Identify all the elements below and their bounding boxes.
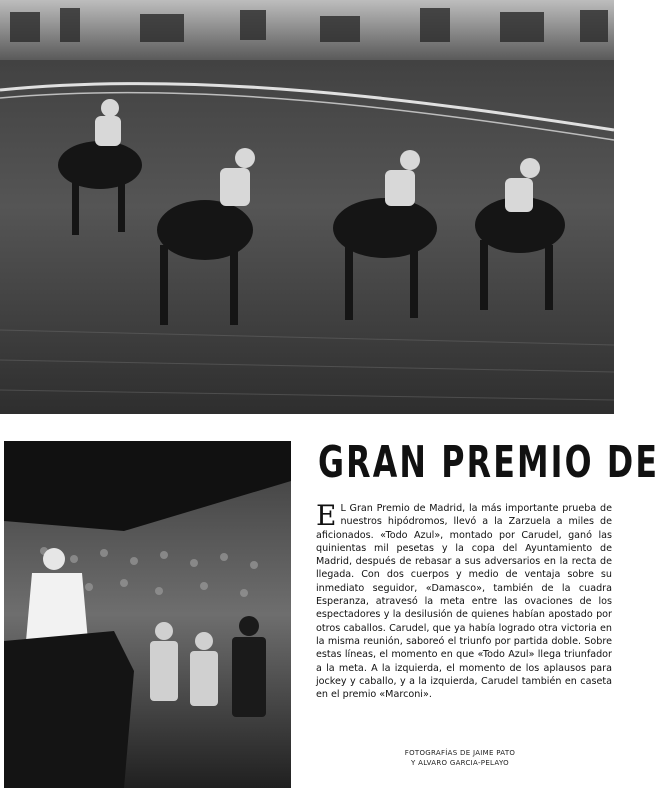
photo-credits [380, 748, 540, 768]
page-headline: GRAN PREMIO DE [318, 437, 659, 488]
winner-photo-drawing [4, 441, 291, 788]
article-body [316, 499, 612, 717]
winner-photo [4, 441, 291, 788]
article-dropcap: E [316, 499, 337, 532]
credits-line-2: Y ALVARO GARCIA-PELAYO [411, 759, 509, 767]
article-text: L Gran Premio de Madrid, la más importante prueba de nuestros hipódromos, llevó a la Zarzuela a miles de aficionados. «Todo Azul», montado por Carudel, ganó las quinientas mil pesetas y la copa del Ayuntamiento de Madrid, después de rebasar a sus adversarios en la recta de llegada. Con dos cuerpos y medio de ventaja sobre su inmediato seguidor, «Damasco», también de la cuadra Esperanza, atravesó la meta entre las ovaciones de los espectadores y la desilusión de quienes habían apostado por otros caballos. Carudel, que ya había logrado otra victoria en la misma reunión, saboreó el triunfo por partida doble. Sobre estas líneas, el momento en que «Todo Azul» llega triunfador a la meta. A la izquierda, el momento de los aplausos para jockey y caballo, y a la izquierda, Carudel también en caseta en el premio «Marconi». [316, 503, 612, 701]
race-photo-drawing [0, 0, 614, 414]
credits-line-1: FOTOGRAFÍAS DE JAIME PATO [404, 749, 516, 757]
race-photo [0, 0, 614, 414]
